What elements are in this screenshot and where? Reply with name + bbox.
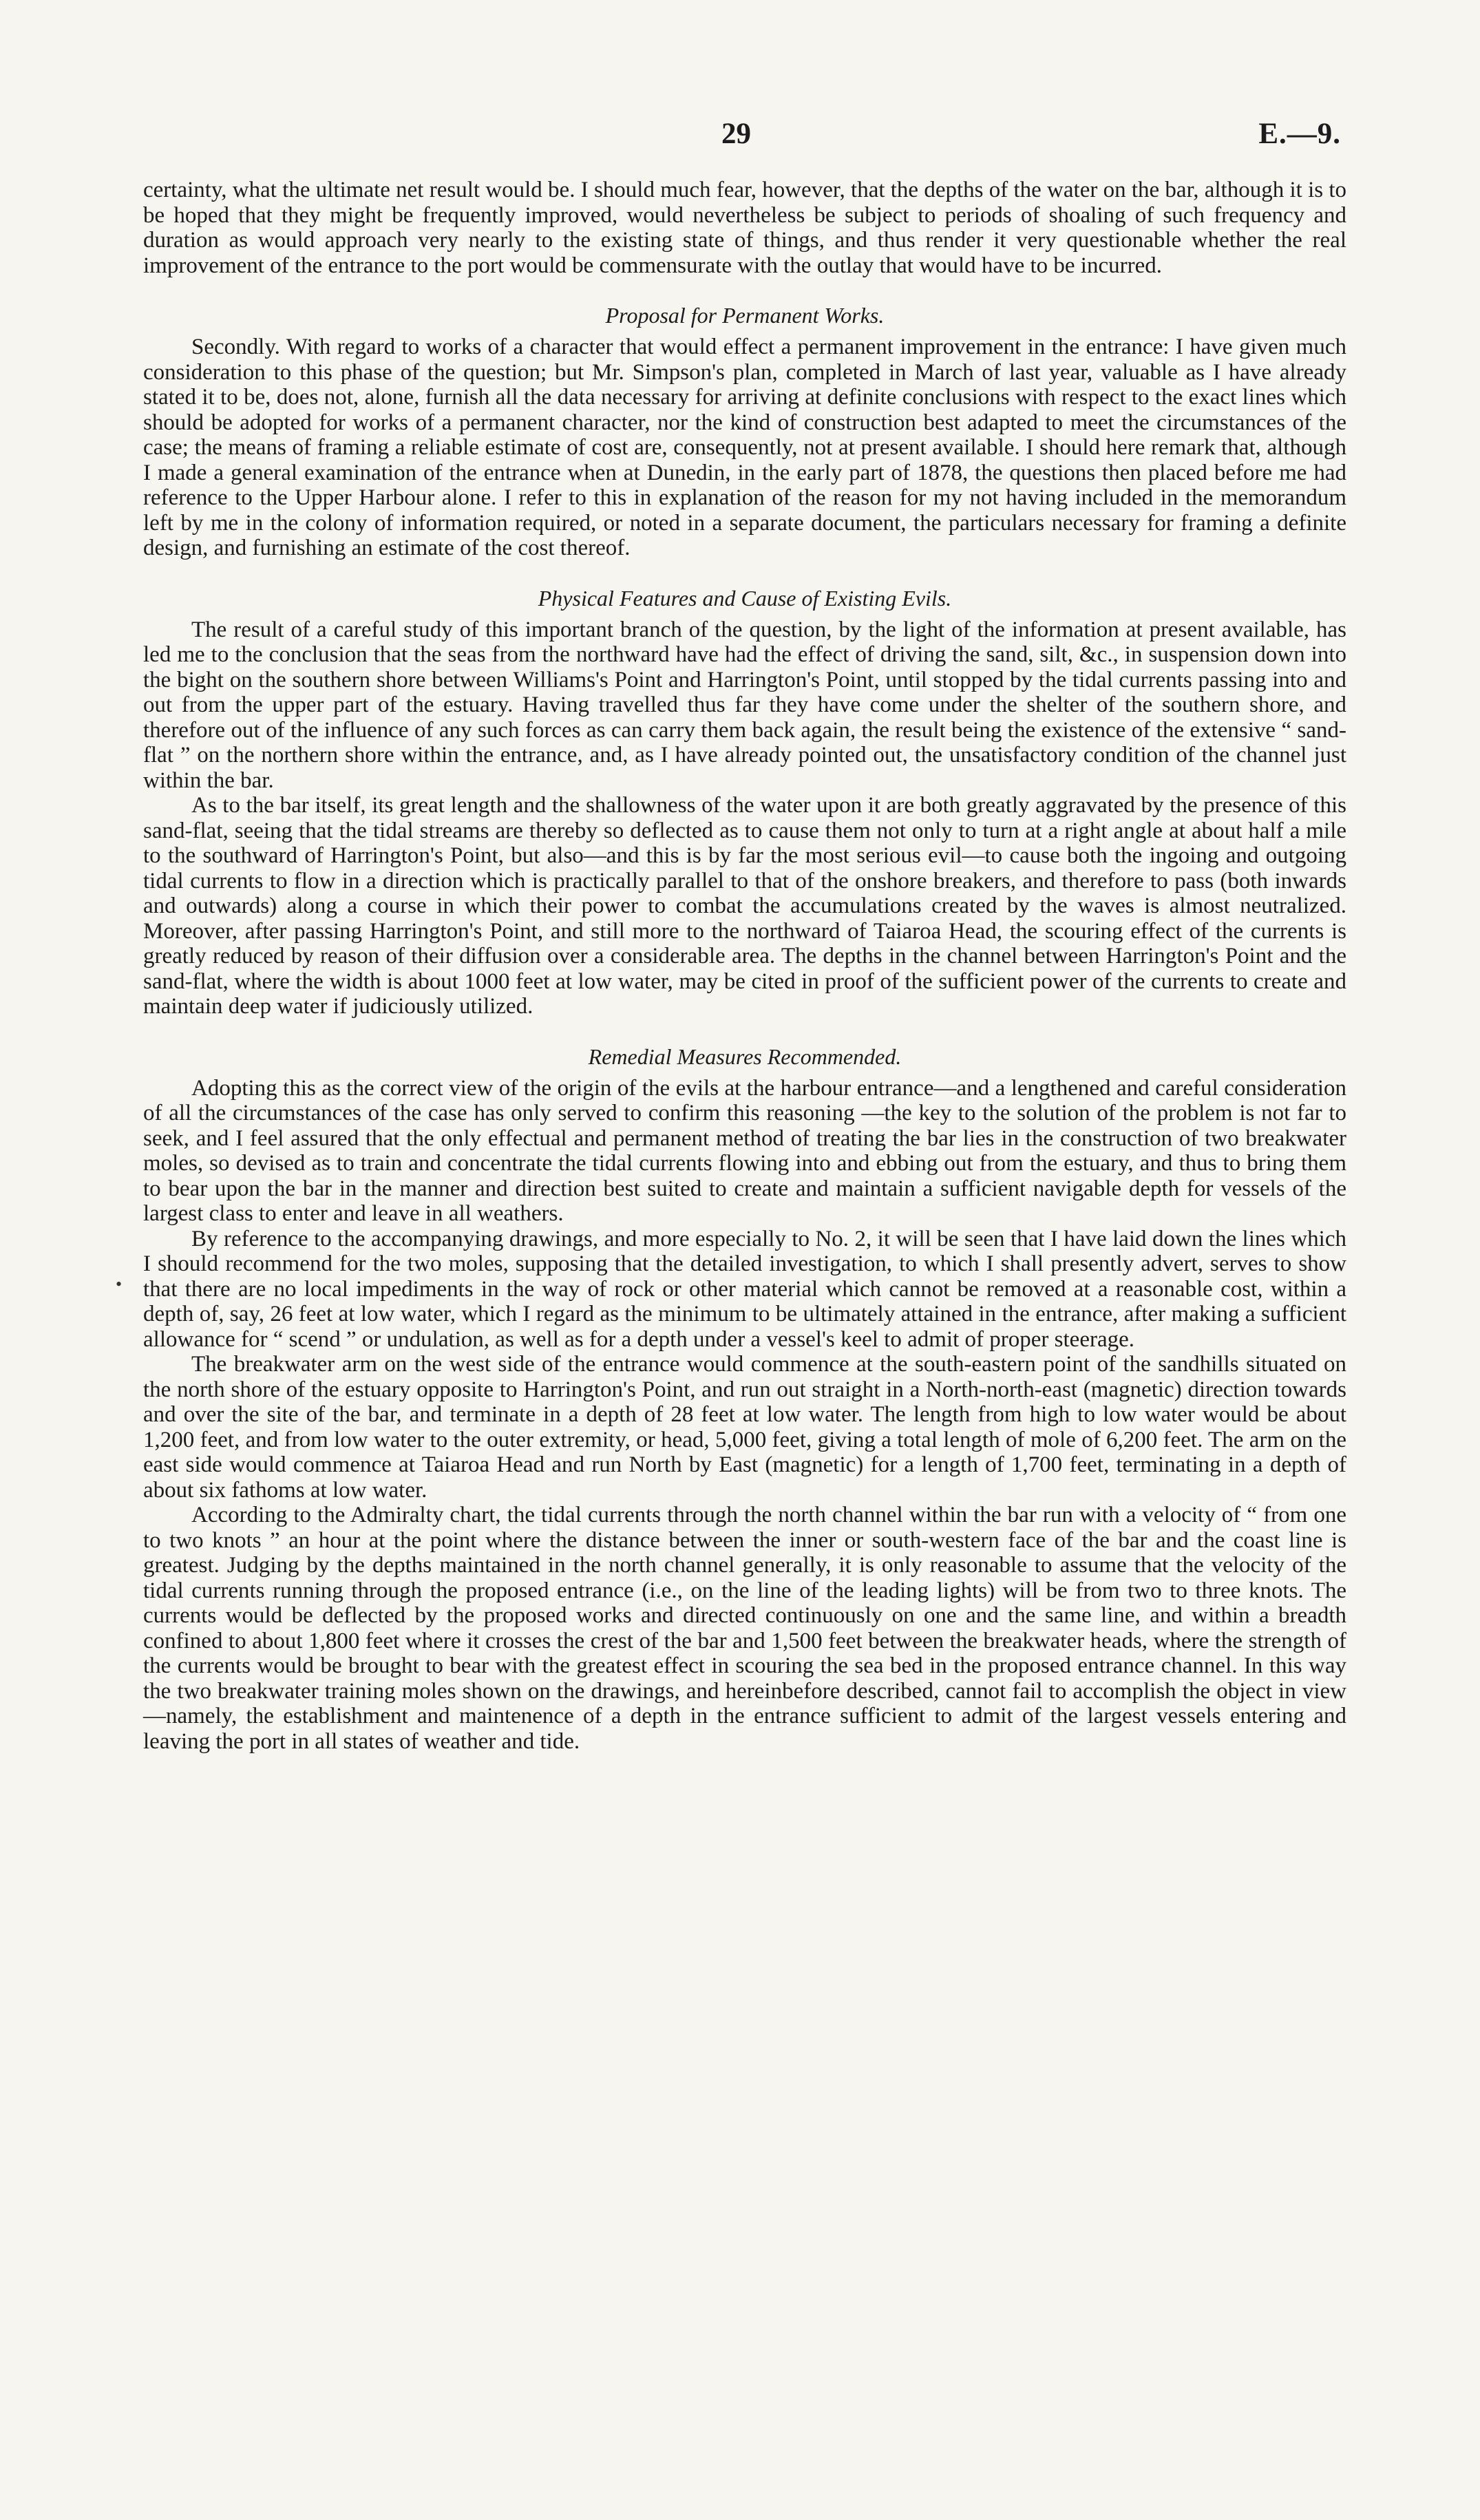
paragraph: According to the Admiralty chart, the tidal currents through the north channel within the bar run with a velocity of “ from one to two knots ” an hour at the point where the distance between the inner or south-western face of the bar and the coast line is greatest. Judging by the depths maintained in the north channel generally, it is only reasonable to assume that the velocity of the tidal currents running through the proposed entrance (i.e., on the line of the leading lights) will be from two to three knots. The currents would be deflected by the proposed works and directed continuously on one and the same line, and within a breadth confined to about 1,800 feet where it crosses the crest of the bar and 1,500 feet between the breakwater heads, where the strength of the currents would be brought to bear with the greatest effect in scouring the sea bed in the proposed entrance channel. In this way the two breakwater training moles shown on the drawings, and hereinbefore described, cannot fail to accomplish the object in view—namely, the establishment and maintenence of a depth in the entrance sufficient to admit of the largest vessels entering and leaving the port in all states of weather and tide. (143, 1503, 1346, 1754)
paragraph: certainty, what the ultimate net result would be. I should much fear, however, that the depths of the water on the bar, although it is to be hoped that they might be frequently improved, would nevertheless be subject to periods of shoaling of such frequency and duration as would approach very nearly to the existing state of things, and thus render it very questionable whether the real improvement of the entrance to the port would be commensurate with the outlay that would have to be incurred. (143, 178, 1346, 278)
section-remedial-measures (143, 1044, 1346, 1755)
section-heading: Remedial Measures Recommended. (588, 1044, 902, 1069)
page-number: 29 (721, 118, 751, 150)
section-heading: Physical Features and Cause of Existing Evils. (538, 585, 952, 611)
paragraph: Adopting this as the correct view of the origin of the evils at the harbour entrance—and a lengthened and careful consideration of all the circumstances of the case has only served to confirm this reasoning —the key to the solution of the problem is not far to seek, and I feel assured that the only effectual and permanent method of treating the bar lies in the construction of two breakwater moles, so devised as to train and concentrate the tidal currents flowing into and ebbing out from the estuary, and thus to bring them to bear upon the bar in the manner and direction best suited to create and maintain a sufficient navigable depth for vessels of the largest class to enter and leave in all weathers. (143, 1075, 1346, 1226)
document-page (143, 117, 1346, 1754)
section-heading: Proposal for Permanent Works. (605, 303, 885, 328)
paragraph: The breakwater arm on the west side of the entrance would commence at the south-eastern point of the sandhills situated on the north shore of the estuary opposite to Harrington's Point, and run out straight in a North-north-east (magnetic) direction towards and over the site of the bar, and terminate in a depth of 28 feet at low water. The length from high to low water would be about 1,200 feet, and from low water to the outer extremity, or head, 5,000 feet, giving a total length of mole of 6,200 feet. The arm on the east side would commence at Taiaroa Head and run North by East (magnetic) for a length of 1,700 feet, terminating in a depth of about six fathoms at low water. (143, 1352, 1346, 1503)
document-reference: E.—9. (1258, 118, 1341, 150)
section-proposal-permanent-works (143, 303, 1346, 561)
page-header (143, 117, 1346, 160)
paragraph: As to the bar itself, its great length and the shallowness of the water upon it are both greatly aggravated by the presence of this sand-flat, seeing that the tidal streams are thereby so deflected as to cause them not only to turn at a right angle at about half a mile to the southward of Harrington's Point, but also—and this is by far the most serious evil—to cause both the ingoing and outgoing tidal currents to flow in a direction which is practically parallel to that of the onshore breakers, and therefore to pass (both inwards and outwards) along a course in which their power to combat the accumulations created by the waves is almost neutralized. Moreover, after passing Harrington's Point, and still more to the northward of Taiaroa Head, the scouring effect of the currents is greatly reduced by reason of their diffusion over a considerable area. The depths in the channel between Harrington's Point and the sand-flat, where the width is about 1000 feet at low water, may be cited in proof of the sufficient power of the currents to create and maintain deep water if judiciously utilized. (143, 793, 1346, 1019)
section-continuation (143, 178, 1346, 278)
margin-mark: • (116, 1274, 123, 1294)
paragraph: By reference to the accompanying drawings, and more especially to No. 2, it will be seen that I have laid down the lines which I should recommend for the two moles, supposing that the detailed investigation, to which I shall presently advert, serves to show that there are no local impediments in the way of rock or other material which cannot be removed at a reasonable cost, within a depth of, say, 26 feet at low water, which I regard as the minimum to be ultimately attained in the entrance, after making a sufficient allowance for “ scend ” or undulation, as well as for a depth under a vessel's keel to admit of proper steerage. (143, 1226, 1346, 1352)
section-physical-features (143, 586, 1346, 1019)
paragraph: Secondly. With regard to works of a character that would effect a permanent improvement in the entrance: I have given much consideration to this phase of the question; but Mr. Simpson's plan, completed in March of last year, valuable as I have already stated it to be, does not, alone, furnish all the data necessary for arriving at definite conclusions with respect to the exact lines which should be adopted for works of a permanent character, nor the kind of construction best adapted to meet the circumstances of the case; the means of framing a reliable estimate of cost are, consequently, not at present available. I should here remark that, although I made a general examination of the entrance when at Dunedin, in the early part of 1878, the questions then placed before me had reference to the Upper Harbour alone. I refer to this in explanation of the reason for my not having included in the memorandum left by me in the colony of information required, or noted in a separate document, the particulars necessary for framing a definite design, and furnishing an estimate of the cost thereof. (143, 335, 1346, 560)
paragraph: The result of a careful study of this important branch of the question, by the light of the information at present available, has led me to the conclusion that the seas from the northward have had the effect of driving the sand, silt, &c., in suspension down into the bight on the southern shore between Williams's Point and Harrington's Point, until stopped by the tidal currents passing into and out from the upper part of the estuary. Having travelled thus far they have come under the shelter of the southern shore, and therefore out of the influence of any such forces as can carry them back again, the result being the existence of the extensive “ sand-flat ” on the northern shore within the entrance, and, as I have already pointed out, the unsatisfactory condition of the channel just within the bar. (143, 617, 1346, 793)
